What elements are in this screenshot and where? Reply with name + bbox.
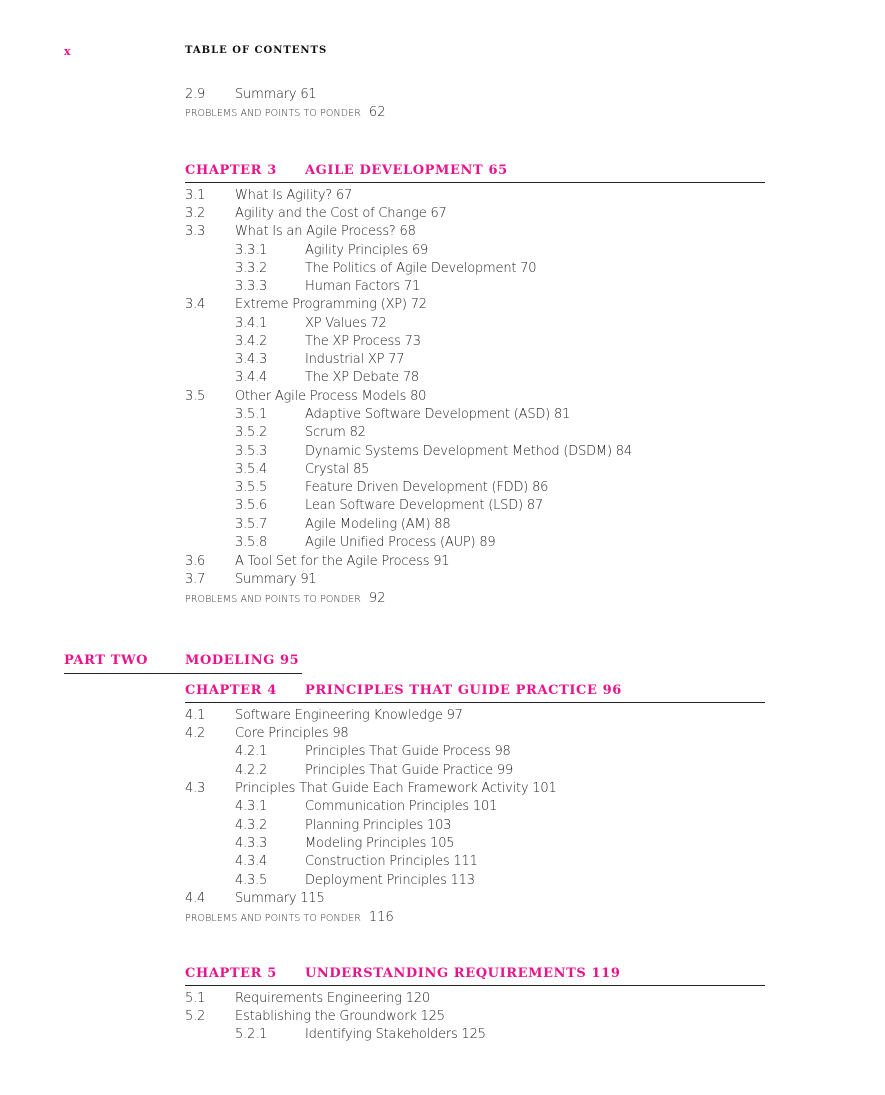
entry-title: The Politics of Agile Development 70 [305, 261, 537, 276]
entry-title: Summary 91 [235, 572, 317, 587]
entry-number: 3.5.8 [235, 535, 268, 550]
problems-label: PROBLEMS AND POINTS TO PONDER [185, 913, 361, 924]
problems-line [185, 591, 385, 606]
entry-title: Extreme Programming (XP) 72 [235, 297, 427, 312]
part-title: MODELING 95 [185, 653, 300, 668]
chapter-title: UNDERSTANDING REQUIREMENTS 119 [305, 966, 621, 981]
chapter-heading [185, 966, 621, 981]
entry-number: 3.5.5 [235, 480, 268, 495]
entry-title: Scrum 82 [305, 425, 366, 440]
entry-number: 3.3 [185, 224, 206, 239]
chapter-heading [185, 683, 622, 698]
entry-number: 3.3.3 [235, 279, 268, 294]
entry-title: What Is Agility? 67 [235, 188, 353, 203]
entry-number: 4.3.1 [235, 799, 268, 814]
entry-title: The XP Process 73 [305, 334, 421, 349]
chapter-rule [185, 182, 765, 183]
chapter-title: AGILE DEVELOPMENT 65 [305, 163, 508, 178]
entry-number: 3.6 [185, 554, 206, 569]
entry-title: Agile Modeling (AM) 88 [305, 517, 451, 532]
entry-title: Agile Unified Process (AUP) 89 [305, 535, 496, 550]
entry-number: 3.5.1 [235, 407, 268, 422]
entry-number: 4.4 [185, 891, 206, 906]
entry-title: What Is an Agile Process? 68 [235, 224, 416, 239]
entry-title: The XP Debate 78 [305, 370, 419, 385]
entry-title: Establishing the Groundwork 125 [235, 1009, 445, 1024]
entry-number: 5.2 [185, 1009, 206, 1024]
problems-line [185, 105, 385, 120]
entry-title: Principles That Guide Process 98 [305, 744, 511, 759]
entry-title: Principles That Guide Practice 99 [305, 763, 514, 778]
chapter-number: CHAPTER 3 [185, 163, 277, 178]
entry-title: Lean Software Development (LSD) 87 [305, 498, 543, 513]
entry-number: 4.2.1 [235, 744, 268, 759]
chapter-number: CHAPTER 4 [185, 683, 277, 698]
entry-number: 3.7 [185, 572, 206, 587]
entry-number: 3.5.3 [235, 444, 268, 459]
entry-number: 4.2 [185, 726, 206, 741]
entry-number: 3.5 [185, 389, 206, 404]
entry-title: Adaptive Software Development (ASD) 81 [305, 407, 571, 422]
entry-title: Construction Principles 111 [305, 854, 478, 869]
entry-number: 4.3.2 [235, 818, 268, 833]
chapter-title: PRINCIPLES THAT GUIDE PRACTICE 96 [305, 683, 622, 698]
entry-title: Other Agile Process Models 80 [235, 389, 427, 404]
page-number: x [64, 45, 71, 58]
entry-number: 3.2 [185, 206, 206, 221]
chapter-rule [185, 702, 765, 703]
entry-title: Summary 115 [235, 891, 325, 906]
entry-number: 4.3.4 [235, 854, 268, 869]
entry-number: 3.5.6 [235, 498, 268, 513]
entry-number: 3.4.4 [235, 370, 268, 385]
entry-number: 3.4.2 [235, 334, 268, 349]
entry-number: 5.2.1 [235, 1027, 268, 1042]
chapter-number: CHAPTER 5 [185, 966, 277, 981]
part-rule [64, 673, 302, 674]
entry-title: Requirements Engineering 120 [235, 991, 430, 1006]
entry-number: 3.4.1 [235, 316, 268, 331]
entry-title: Agility and the Cost of Change 67 [235, 206, 447, 221]
running-head: TABLE OF CONTENTS [185, 45, 328, 56]
entry-number: 2.9 [185, 87, 206, 102]
entry-number: 3.3.2 [235, 261, 268, 276]
problems-page: 62 [368, 105, 386, 120]
entry-number: 3.3.1 [235, 243, 268, 258]
entry-title: Identifying Stakeholders 125 [305, 1027, 486, 1042]
entry-title: Industrial XP 77 [305, 352, 405, 367]
chapter-heading [185, 163, 508, 178]
entry-title: XP Values 72 [305, 316, 387, 331]
problems-label: PROBLEMS AND POINTS TO PONDER [185, 594, 361, 605]
chapter-rule [185, 985, 765, 986]
entry-title: Modeling Principles 105 [305, 836, 455, 851]
entry-title: Crystal 85 [305, 462, 370, 477]
entry-number: 3.5.7 [235, 517, 268, 532]
entry-number: 3.5.2 [235, 425, 268, 440]
entry-title: Human Factors 71 [305, 279, 421, 294]
entry-number: 4.3.5 [235, 873, 268, 888]
entry-title: Dynamic Systems Development Method (DSDM) 84 [305, 444, 632, 459]
entry-title: Summary 61 [235, 87, 317, 102]
entry-number: 4.1 [185, 708, 206, 723]
entry-title: Core Principles 98 [235, 726, 349, 741]
entry-number: 3.1 [185, 188, 206, 203]
entry-title: Agility Principles 69 [305, 243, 429, 258]
entry-title: Principles That Guide Each Framework Activity 101 [235, 781, 557, 796]
entry-title: Planning Principles 103 [305, 818, 452, 833]
entry-number: 3.4.3 [235, 352, 268, 367]
part-label: PART TWO [64, 653, 149, 668]
entry-number: 3.4 [185, 297, 206, 312]
entry-number: 3.5.4 [235, 462, 268, 477]
entry-title: Feature Driven Development (FDD) 86 [305, 480, 549, 495]
entry-number: 4.3 [185, 781, 206, 796]
entry-title: Communication Principles 101 [305, 799, 498, 814]
entry-title: Software Engineering Knowledge 97 [235, 708, 463, 723]
problems-page: 92 [368, 591, 386, 606]
problems-label: PROBLEMS AND POINTS TO PONDER [185, 108, 361, 119]
entry-number: 4.2.2 [235, 763, 268, 778]
problems-line [185, 910, 394, 925]
entry-title: Deployment Principles 113 [305, 873, 475, 888]
entry-title: A Tool Set for the Agile Process 91 [235, 554, 450, 569]
entry-number: 5.1 [185, 991, 206, 1006]
entry-number: 4.3.3 [235, 836, 268, 851]
problems-page: 116 [368, 910, 394, 925]
